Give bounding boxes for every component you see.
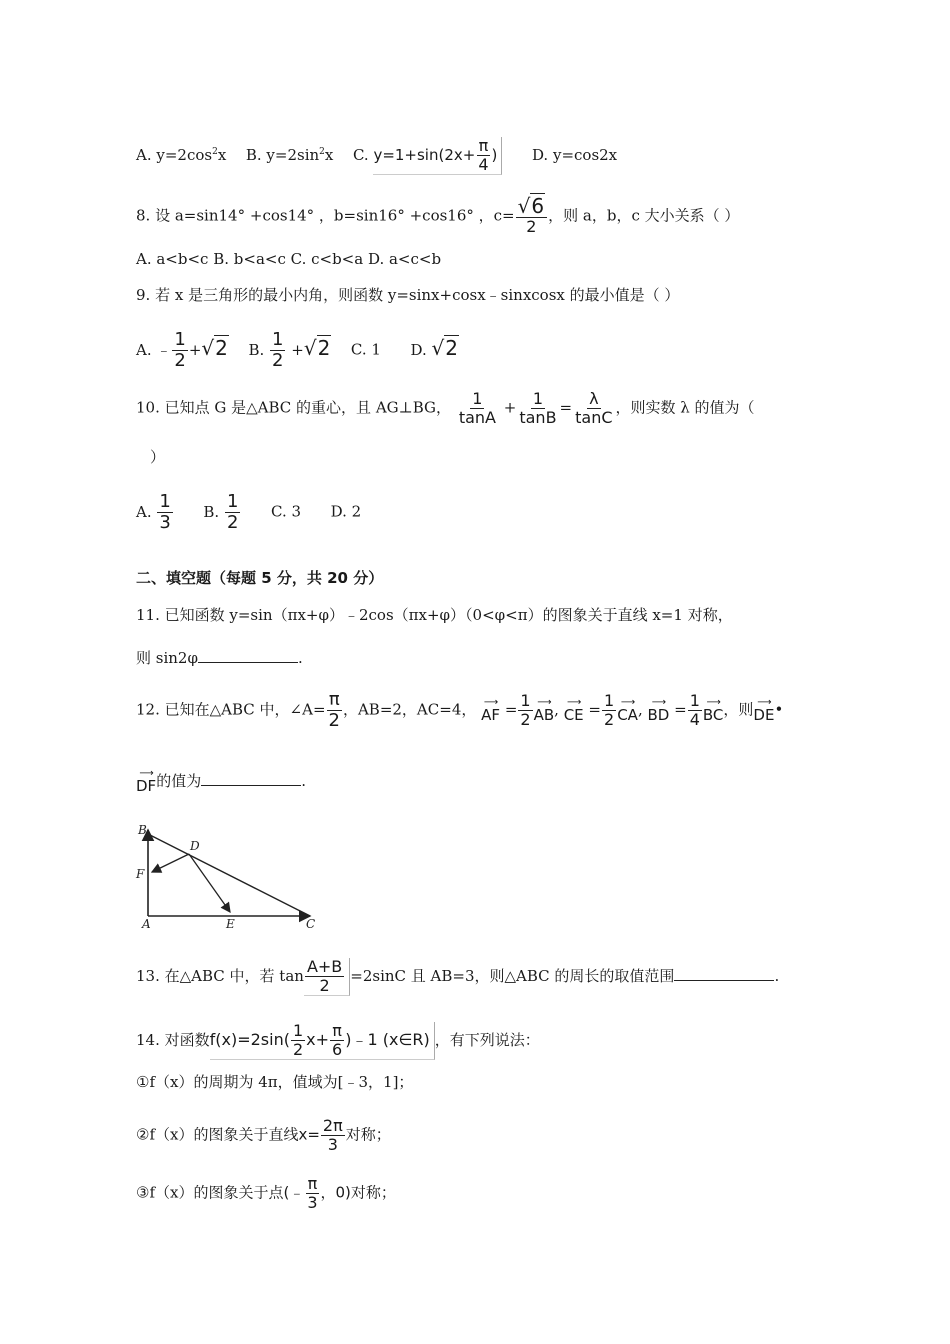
label-c: C <box>306 917 316 931</box>
q14-stem: 14. 对函数f(x)=2sin( $\frac{1}{2}$ x+ $\frac{\pi}{6}$ )﹣1 (x∈R) ，有下列说法： <box>136 1021 540 1059</box>
label-a: A <box>142 917 151 931</box>
q14-item-2: ②f（x）的图象关于直线x= $\frac{2\pi}{3}$ 对称； <box>136 1116 391 1154</box>
q11-answer-blank[interactable] <box>198 662 298 663</box>
vector-ab: ⟶ AB <box>533 696 555 724</box>
vector-df: ⟶ DF <box>136 768 157 795</box>
q10-options <box>136 492 361 533</box>
vector-de: ⟶ DE <box>753 696 775 724</box>
vector-bc: ⟶ BC <box>702 696 724 724</box>
q10-option-a: A. $\frac{1}{3}$ <box>136 491 171 533</box>
label-f: F <box>136 867 145 881</box>
q12-answer-blank[interactable] <box>201 785 301 786</box>
q9-option-d: D. √2 <box>410 335 459 360</box>
vector-bd: ⟶ BD <box>647 696 670 724</box>
q9-option-a: A. ﹣ $\frac{1}{2}$ +√2 <box>136 329 228 371</box>
q12-answer-line: ⟶ DF 的值为 . <box>136 768 306 795</box>
q8-c-fraction: $\frac{√6}{2}$ <box>516 197 547 236</box>
triangle-figure <box>134 820 324 936</box>
q11-stem: 11. 已知函数 y=sin（πx+φ）﹣2cos（πx+φ）（0<φ<π）的图象关于直线 x=1 对称， <box>136 606 733 624</box>
q7-option-c: C. y=1+sin(2x+ $\frac{\pi}{4}$ ) <box>353 146 507 164</box>
q9-option-c: C. 1 <box>350 340 381 359</box>
vector-af: ⟶ AF <box>481 696 501 724</box>
q7-options <box>136 137 617 175</box>
q9-options <box>136 330 459 371</box>
vector-df-line <box>152 854 189 872</box>
q10-option-b: B. $\frac{1}{2}$ <box>203 491 239 533</box>
q7-option-b: B. $y=2\sin^2x$ <box>245 146 334 164</box>
q10-stem: 10. 已知点 G 是△ABC 的重心，且 AG⊥BG， $\frac{1}{\tan A}$ + $\frac{1}{\tan B}$ = $\frac{\lambda}{\tan C}$ ，则实数 λ 的值为（ <box>136 389 755 427</box>
q13-answer-blank[interactable] <box>674 980 774 981</box>
q9-option-b: B. $\frac{1}{2}$ +√2 <box>248 329 331 371</box>
q10-frac-3: $\frac{\lambda}{\tan C}$ <box>575 389 613 427</box>
q14-item-1: ①f（x）的周期为 4π，值域为[﹣3，1]； <box>136 1073 414 1091</box>
q13-stem: 13. 在△ABC 中，若 tan $\frac{A+B}{2}$ =2sinC 且 AB=3，则△ABC 的周长的取值范围 . <box>136 957 780 995</box>
q7-option-c-formula: y=1+sin(2x+ $\frac{\pi}{4}$ ) <box>373 137 502 175</box>
q7-option-d: D. y=cos2x <box>531 146 618 164</box>
q10-frac-2: $\frac{1}{\tan B}$ <box>519 389 557 427</box>
section-2-title: 二、填空题（每题 5 分，共 20 分） <box>136 569 384 587</box>
q9-stem: 9. 若 x 是三角形的最小内角，则函数 y=sinx+cosx﹣sinxcosx 的最小值是（ ） <box>136 286 680 304</box>
vector-ca: ⟶ CA <box>617 696 638 724</box>
q12-stem: 12. 已知在△ABC 中，∠A= $\frac{\pi}{2}$ ，AB=2，AC=4， ⟶ AF = $\frac{1}{2}$ ⟶ AB , ⟶ CE = $\frac{1}{2}$ ⟶ CA , ⟶ BD = $\frac{1}{4}$ ⟶ BC ，则 ⟶ DE • <box>136 689 784 731</box>
q8-options: A. a<b<c B. b<a<c C. c<b<a D. a<c<b <box>136 250 442 268</box>
q14-function: f(x)=2sin( $\frac{1}{2}$ x+ $\frac{\pi}{6}$ )﹣1 (x∈R) <box>210 1022 435 1060</box>
vector-ce: ⟶ CE <box>563 696 584 724</box>
label-e: E <box>226 917 235 931</box>
q10-option-c: C. 3 <box>271 502 302 521</box>
label-b: B <box>138 823 147 837</box>
label-d: D <box>190 839 200 853</box>
q7-option-a: A. $y=2\cos^2x$ <box>136 146 227 164</box>
q10-stem-close: ） <box>150 448 166 466</box>
side-bc <box>148 834 310 916</box>
q10-option-d: D. 2 <box>330 502 362 521</box>
q11-answer-line: 则 sin2φ . <box>136 649 303 667</box>
vector-de-line <box>189 854 230 912</box>
q8-stem: 8. 设 a=sin14° +cos14° ，b=sin16° +cos16° ，c= $\frac{√6}{2}$ ，则 a，b，c 大小关系（ ） <box>136 194 740 236</box>
q10-frac-1: $\frac{1}{\tan A}$ <box>458 389 496 427</box>
q14-item-3: ③f（x）的图象关于点(﹣ $\frac{\pi}{3}$ ，0)对称； <box>136 1174 396 1212</box>
